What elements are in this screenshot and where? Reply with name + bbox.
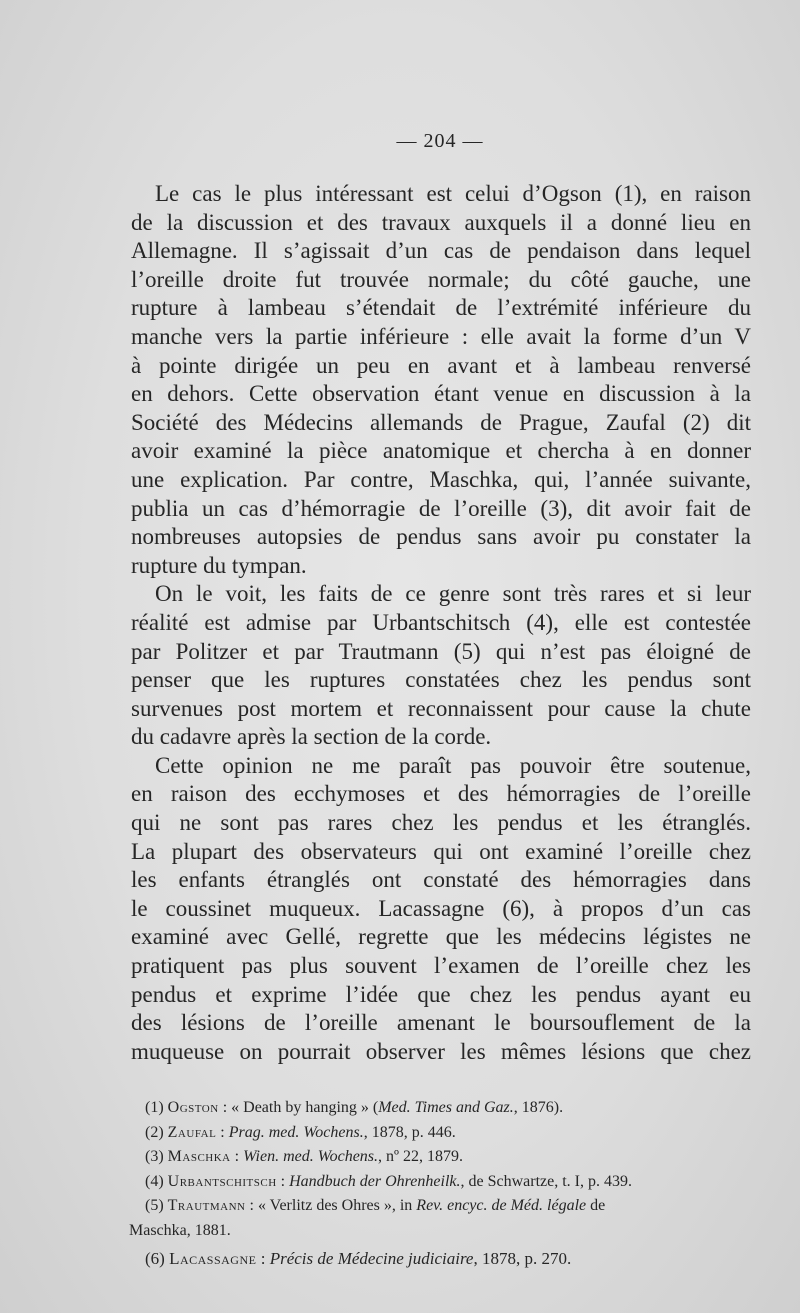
footnote-text: de xyxy=(586,1197,606,1214)
footnote-author: Ogston xyxy=(167,1099,219,1116)
paragraph-3 xyxy=(131,752,751,1067)
footnote-title: Wien. med. Wochens. xyxy=(243,1148,379,1165)
text-line: pendus et exprime l’idée que chez les pendus ayant eu xyxy=(131,981,751,1007)
text-line: Le cas le plus intéressant est celui d’Ogson (1), en raison xyxy=(155,181,751,206)
paragraph-2 xyxy=(131,580,751,752)
text-line: de la discussion et des travaux auxquels il a donné lieu en xyxy=(131,209,751,235)
text-line: publia un cas d’hémorragie de l’oreille (3), dit avoir fait de xyxy=(131,495,751,521)
footnote-separator: : xyxy=(218,1099,232,1116)
footnote-5 xyxy=(131,1194,753,1219)
text-line: du cadavre après la section de la corde. xyxy=(131,724,492,750)
footnote-6 xyxy=(131,1247,753,1272)
text-line: le coussinet muqueux. Lacassagne (6), à propos d’un cas xyxy=(131,895,751,921)
paragraph-1 xyxy=(131,180,751,580)
footnote-number: (6) xyxy=(145,1249,165,1268)
text-line: La plupart des observateurs qui ont examiné l’oreille chez xyxy=(131,838,751,864)
footnote-title: Prag. med. Wochens. xyxy=(228,1123,364,1141)
text-line: Cette opinion ne me paraît pas pouvoir être soutenue, xyxy=(155,752,751,778)
footnote-title: Med. Times and Gaz. xyxy=(378,1099,514,1116)
footnote-author: Maschka xyxy=(167,1148,231,1165)
text-line: en dehors. Cette observation étant venue en discussion à la xyxy=(131,381,751,407)
footnote-author: Zaufal xyxy=(167,1123,217,1141)
text-line: On le voit, les faits de ce genre sont très rares et si leur xyxy=(155,581,751,607)
footnote-text: , nº 22, 1879. xyxy=(378,1148,463,1165)
text-line: des lésions de l’oreille amenant le boursouflement de la xyxy=(131,1010,751,1036)
footnote-5-continuation: Maschka, 1881. xyxy=(129,1221,231,1239)
text-line: survenues post mortem et reconnaissent pour cause la chute xyxy=(131,695,751,721)
footnote-number: (3) xyxy=(145,1148,164,1165)
footnote-number: (1) xyxy=(145,1099,164,1116)
footnote-title: Rev. encyc. de Méd. légale xyxy=(416,1197,587,1214)
footnote-author: Lacassagne xyxy=(169,1249,257,1268)
text-line: par Politzer et par Trautmann (5) qui n’est pas éloigné de xyxy=(131,638,751,664)
footnote-title: Précis de Médecine judiciaire xyxy=(269,1249,474,1268)
text-line: pratiquent pas plus souvent l’examen de l’oreille chez les xyxy=(131,953,751,979)
text-line: Société des Médecins allemands de Prague, Zaufal (2) dit xyxy=(131,409,751,435)
text-line: nombreuses autopsies de pendus sans avoir pu constater la xyxy=(131,524,751,550)
text-line: examiné avec Gellé, regrette que les médecins légistes ne xyxy=(131,924,751,950)
footnote-separator: : xyxy=(245,1197,258,1214)
text-line: penser que les ruptures constatées chez les pendus sont xyxy=(131,667,751,693)
footnote-text: , 1878, p. 270. xyxy=(473,1249,572,1268)
text-line: à pointe dirigée un peu en avant et à lambeau renversé xyxy=(131,352,751,378)
footnote-separator: : xyxy=(276,1172,290,1190)
text-line: rupture du tympan. xyxy=(131,552,307,578)
footnote-text: , 1876). xyxy=(513,1099,564,1116)
page-number: — 204 — xyxy=(396,130,484,152)
footnote-text: « Death by hanging » ( xyxy=(231,1099,379,1116)
footnote-4 xyxy=(131,1170,753,1195)
footnote-2 xyxy=(131,1121,753,1146)
text-line: les enfants étranglés ont constaté des hémorragies dans xyxy=(131,867,751,893)
footnote-separator: : xyxy=(230,1148,244,1165)
footnote-author: Urbantschitsch xyxy=(167,1172,277,1190)
footnote-separator: : xyxy=(216,1123,229,1141)
text-line: une explication. Par contre, Maschka, qui, l’année suivante, xyxy=(131,466,751,492)
footnote-number: (2) xyxy=(145,1123,164,1141)
footnote-text: « Verlitz des Ohres », in xyxy=(257,1197,417,1214)
text-line: avoir examiné la pièce anatomique et chercha à en donner xyxy=(131,438,751,464)
footnote-1 xyxy=(131,1096,753,1121)
footnote-author: Trautmann xyxy=(167,1197,246,1214)
text-line: manche vers la partie inférieure : elle avait la forme d’un V xyxy=(131,323,751,349)
footnote-separator: : xyxy=(256,1249,270,1268)
footnote-text: , de Schwartze, t. I, p. 439. xyxy=(460,1172,633,1190)
footnote-3 xyxy=(131,1145,753,1170)
text-line: en raison des ecchymoses et des hémorragies de l’oreille xyxy=(131,781,751,807)
footnote-text: , 1878, p. 446. xyxy=(363,1123,456,1141)
text-line: qui ne sont pas rares chez les pendus et les étranglés. xyxy=(131,810,751,836)
text-line: rupture à lambeau s’étendait de l’extrémité inférieure du xyxy=(131,295,751,321)
footnote-number: (5) xyxy=(145,1197,164,1214)
text-line: réalité est admise par Urbantschitsch (4), elle est contestée xyxy=(131,609,751,635)
footnote-title: Handbuch der Ohrenheilk. xyxy=(289,1172,461,1190)
text-line: muqueuse on pourrait observer les mêmes lésions que chez xyxy=(131,1038,751,1064)
footnotes xyxy=(131,1096,753,1272)
text-line: Allemagne. Il s’agissait d’un cas de pendaison dans lequel xyxy=(131,238,751,264)
text-line: l’oreille droite fut trouvée normale; du côté gauche, une xyxy=(131,266,751,292)
footnote-number: (4) xyxy=(145,1172,164,1190)
body-text xyxy=(131,180,751,1066)
